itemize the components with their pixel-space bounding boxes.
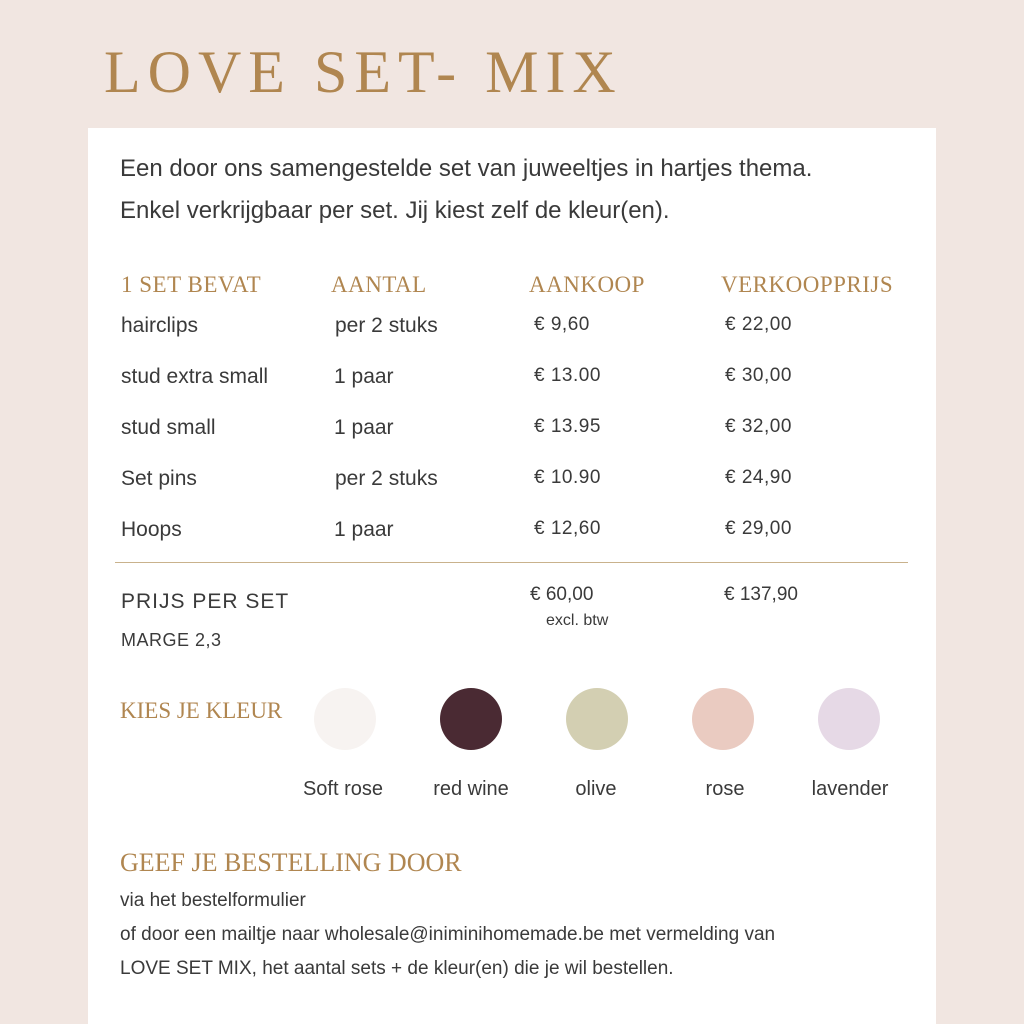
item-quantity: 1 paar <box>334 416 394 439</box>
swatch-label-red-wine: red wine <box>433 778 509 800</box>
header-set-contents: 1 SET BEVAT <box>121 272 262 297</box>
item-retail-price: € 30,00 <box>725 365 792 386</box>
intro-text <box>120 148 812 232</box>
swatch-red-wine[interactable] <box>440 688 502 750</box>
vat-note: excl. btw <box>546 612 609 629</box>
table-row <box>88 467 936 507</box>
swatch-soft-rose[interactable] <box>314 688 376 750</box>
item-name: hairclips <box>121 314 199 337</box>
item-quantity: per 2 stuks <box>335 314 438 337</box>
item-quantity: 1 paar <box>334 365 394 388</box>
table-divider <box>115 562 908 563</box>
table-row <box>88 365 936 405</box>
swatch-label-olive: olive <box>575 778 617 800</box>
intro-line-1: Een door ons samengestelde set van juweeltjes in hartjes thema. <box>120 155 813 182</box>
swatch-rose[interactable] <box>692 688 754 750</box>
info-card <box>88 128 936 1024</box>
header-retail-price: VERKOOPPRIJS <box>721 272 894 297</box>
item-name: stud extra small <box>121 365 269 388</box>
header-purchase: AANKOOP <box>529 272 645 297</box>
table-row <box>88 314 936 354</box>
swatch-label-soft-rose: Soft rose <box>302 778 384 800</box>
order-form-link[interactable]: via het bestelformulier <box>120 890 306 911</box>
header-quantity: AANTAL <box>331 272 427 297</box>
item-retail-price: € 32,00 <box>725 416 792 437</box>
item-quantity: per 2 stuks <box>335 467 438 490</box>
order-email-text: of door een mailtje naar wholesale@iniminihomemade.be met vermelding van <box>120 924 776 945</box>
total-retail-price: € 137,90 <box>724 584 798 605</box>
order-instructions: LOVE SET MIX, het aantal sets + de kleur(en) die je wil bestellen. <box>120 958 674 979</box>
total-label: PRIJS PER SET <box>121 590 290 613</box>
margin-label: MARGE 2,3 <box>121 630 222 650</box>
swatch-olive[interactable] <box>566 688 628 750</box>
item-purchase-price: € 12,60 <box>534 518 601 539</box>
swatch-label-rose: rose <box>705 778 745 800</box>
item-retail-price: € 29,00 <box>725 518 792 539</box>
swatch-label-lavender: lavender <box>811 778 889 800</box>
item-purchase-price: € 10.90 <box>534 467 601 488</box>
total-purchase-price: € 60,00 <box>530 584 594 605</box>
item-purchase-price: € 13.00 <box>534 365 601 386</box>
table-row <box>88 416 936 456</box>
item-name: Set pins <box>121 467 197 490</box>
table-row <box>88 518 936 558</box>
intro-line-2: Enkel verkrijgbaar per set. Jij kiest zelf de kleur(en). <box>120 197 670 224</box>
item-quantity: 1 paar <box>334 518 394 541</box>
item-retail-price: € 22,00 <box>725 314 792 335</box>
color-heading: KIES JE KLEUR <box>120 698 283 723</box>
item-purchase-price: € 9,60 <box>534 314 590 335</box>
item-retail-price: € 24,90 <box>725 467 792 488</box>
page-title: LOVE SET- MIX <box>104 39 623 105</box>
item-name: Hoops <box>121 518 182 541</box>
swatch-lavender[interactable] <box>818 688 880 750</box>
item-name: stud small <box>121 416 216 439</box>
order-heading: GEEF JE BESTELLING DOOR <box>120 848 462 877</box>
item-purchase-price: € 13.95 <box>534 416 601 437</box>
